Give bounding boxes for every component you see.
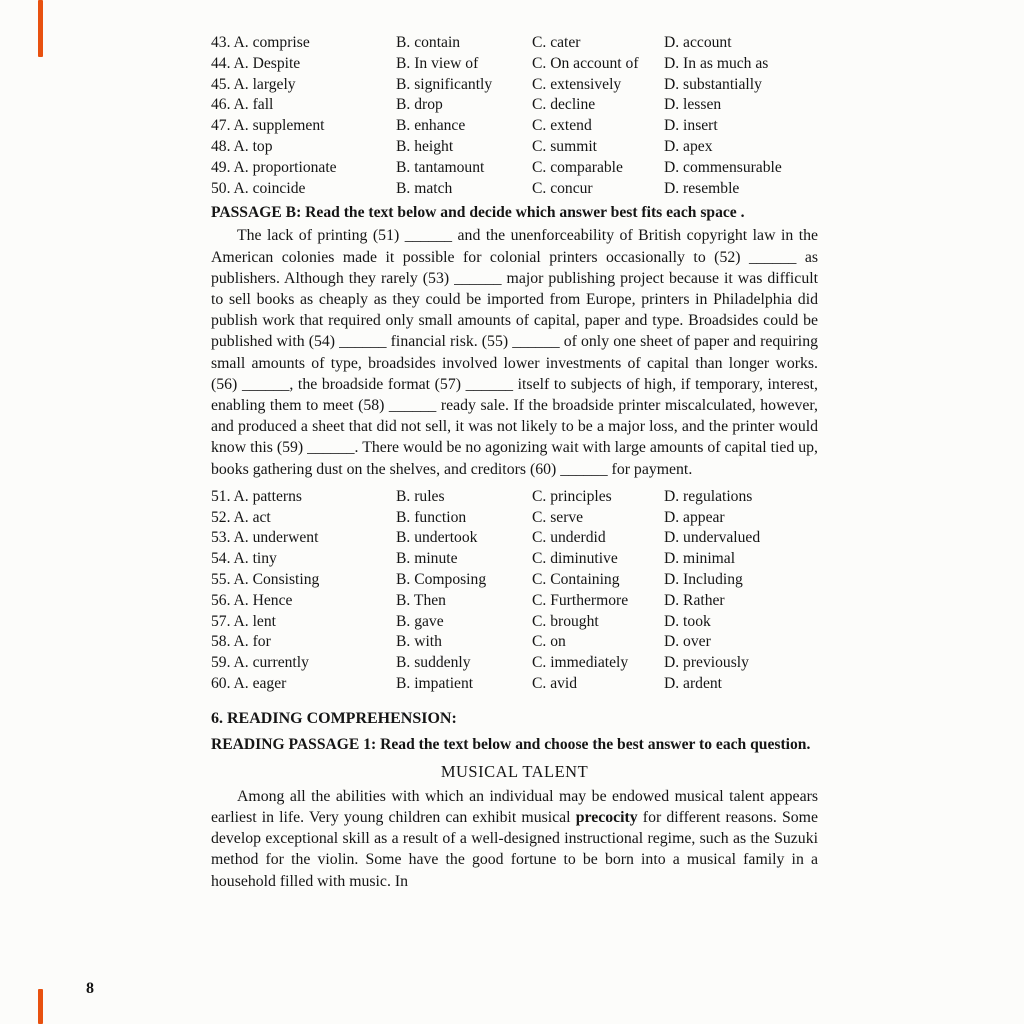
option-b: B. match: [396, 179, 453, 197]
option-d: D. In as much as: [664, 54, 769, 72]
option-a: 55. A. Consisting: [211, 571, 320, 588]
option-d: D. substantially: [664, 75, 762, 93]
option-c: C. concur: [532, 179, 593, 197]
option-a: 50. A. coincide: [211, 179, 306, 197]
option-d: D. minimal: [664, 550, 736, 568]
option-a: 51. A. patterns: [211, 487, 302, 505]
option-b: B. function: [396, 508, 467, 526]
option-d: D. account: [664, 34, 732, 51]
option-c: C. Furthermore: [532, 591, 629, 609]
option-a: 45. A. largely: [211, 75, 296, 93]
option-c: C. principles: [532, 487, 612, 505]
option-b: B. suddenly: [396, 654, 471, 672]
option-d: D. previously: [664, 654, 749, 672]
option-c: C. Containing: [532, 571, 620, 588]
option-d: D. took: [664, 612, 711, 630]
page-number: 8: [86, 980, 94, 997]
option-c: C. comparable: [532, 158, 623, 176]
option-a: 46. A. fall: [211, 96, 274, 114]
option-c: C. extensively: [532, 75, 622, 93]
page-content: [211, 33, 818, 892]
option-b: B. Composing: [396, 571, 487, 588]
option-d: D. Including: [664, 571, 743, 588]
option-c: C. avid: [532, 674, 578, 692]
option-b: B. drop: [396, 96, 443, 114]
option-b: B. tantamount: [396, 158, 485, 176]
option-a: 44. A. Despite: [211, 54, 301, 72]
option-a: 58. A. for: [211, 633, 271, 651]
scan-artifact-bottom: [38, 989, 43, 1024]
reading-passage-heading: READING PASSAGE 1: Read the text below and choose the best answer to each question.: [211, 735, 811, 753]
option-c: C. on: [532, 633, 566, 651]
option-d: D. over: [664, 633, 711, 651]
option-b: B. height: [396, 137, 454, 155]
option-d: D. Rather: [664, 591, 725, 609]
option-a: 48. A. top: [211, 137, 273, 155]
option-d: D. lessen: [664, 96, 722, 114]
option-c: C. brought: [532, 612, 599, 630]
option-a: 47. A. supplement: [211, 117, 325, 135]
option-a: 60. A. eager: [211, 674, 287, 692]
option-c: C. immediately: [532, 654, 629, 672]
option-c: C. diminutive: [532, 550, 618, 568]
option-d: D. regulations: [664, 487, 753, 505]
option-b: B. contain: [396, 34, 461, 51]
reading-paragraph: [211, 786, 818, 892]
option-a: 59. A. currently: [211, 654, 309, 672]
option-c: C. decline: [532, 96, 596, 114]
option-b: B. impatient: [396, 674, 474, 692]
option-c: C. On account of: [532, 54, 639, 72]
reading-paragraph-text-2: for different reasons. Some develop exceptional skill as a result of a well-designed instructional regime, such as the Suzuki method for the violin. Some have the good fortune to be born into a musical family in a household filled with music. In: [211, 808, 818, 890]
passage-title: MUSICAL TALENT: [440, 761, 589, 781]
option-a: 43. A. comprise: [211, 34, 310, 51]
option-d: D. ardent: [664, 674, 723, 692]
option-b: B. rules: [396, 487, 445, 505]
options-table-43-50: [211, 33, 818, 199]
option-d: D. insert: [664, 117, 718, 135]
option-a: 53. A. underwent: [211, 529, 319, 547]
option-d: D. apex: [664, 137, 713, 155]
option-c: C. underdid: [532, 529, 606, 547]
option-d: D. undervalued: [664, 529, 761, 547]
option-d: D. commensurable: [664, 158, 782, 176]
option-c: C. serve: [532, 508, 584, 526]
option-b: B. Then: [396, 591, 446, 609]
option-b: B. significantly: [396, 75, 493, 93]
reading-section-heading: 6. READING COMPREHENSION:: [211, 709, 457, 727]
option-b: B. In view of: [396, 54, 479, 72]
option-d: D. resemble: [664, 179, 740, 197]
option-b: B. enhance: [396, 117, 466, 135]
options-table-51-60: [211, 487, 818, 695]
option-d: D. appear: [664, 508, 725, 526]
option-c: C. cater: [532, 34, 581, 51]
passage-b-text: The lack of printing (51) ______ and the unenforceability of British copyright law in the American colonies made it possible for colonial printers occasionally to (52) ______ as publishers. Although they rarely (53) ______ major publishing project because it was difficult to sell books as cheaply as they could be imported from Europe, printers in Philadelphia did publish work that required only small amounts of capital, paper and type. Broadsides could be published with (54) ______ financial risk. (55) ______ of only one sheet of paper and requiring small amounts of type, broadsides involved lower investments of capital than longer works. (56) ______, the broadside format (57) ______ itself to subjects of high, if temporary, interest, enabling them to meet (58) ______ ready sale. If the broadside printer miscalculated, however, and produced a sheet that did not sell, it was not likely to be a major loss, and the printer would know this (59) ______. There would be no agonizing wait with large amounts of capital tied up, books gathering dust on the shelves, and creditors (60) ______ for payment.: [211, 227, 818, 478]
reading-paragraph-text-1: Among all the abilities with which an individual may be endowed musical talent appears earliest in life. Very young children can exhibit musical: [211, 787, 818, 826]
option-a: 56. A. Hence: [211, 591, 293, 609]
scan-artifact-top: [38, 0, 43, 57]
option-b: B. gave: [396, 612, 444, 630]
option-b: B. with: [396, 633, 442, 651]
option-a: 52. A. act: [211, 508, 271, 526]
passage-b-heading: PASSAGE B: Read the text below and decide which answer best fits each space .: [211, 204, 745, 222]
option-a: 49. A. proportionate: [211, 158, 337, 176]
option-a: 57. A. lent: [211, 612, 276, 630]
option-b: B. minute: [396, 550, 458, 568]
option-c: C. summit: [532, 137, 597, 155]
option-a: 54. A. tiny: [211, 550, 277, 568]
option-c: C. extend: [532, 117, 592, 135]
option-b: B. undertook: [396, 529, 478, 547]
reading-paragraph-bold-word: precocity: [575, 808, 638, 826]
